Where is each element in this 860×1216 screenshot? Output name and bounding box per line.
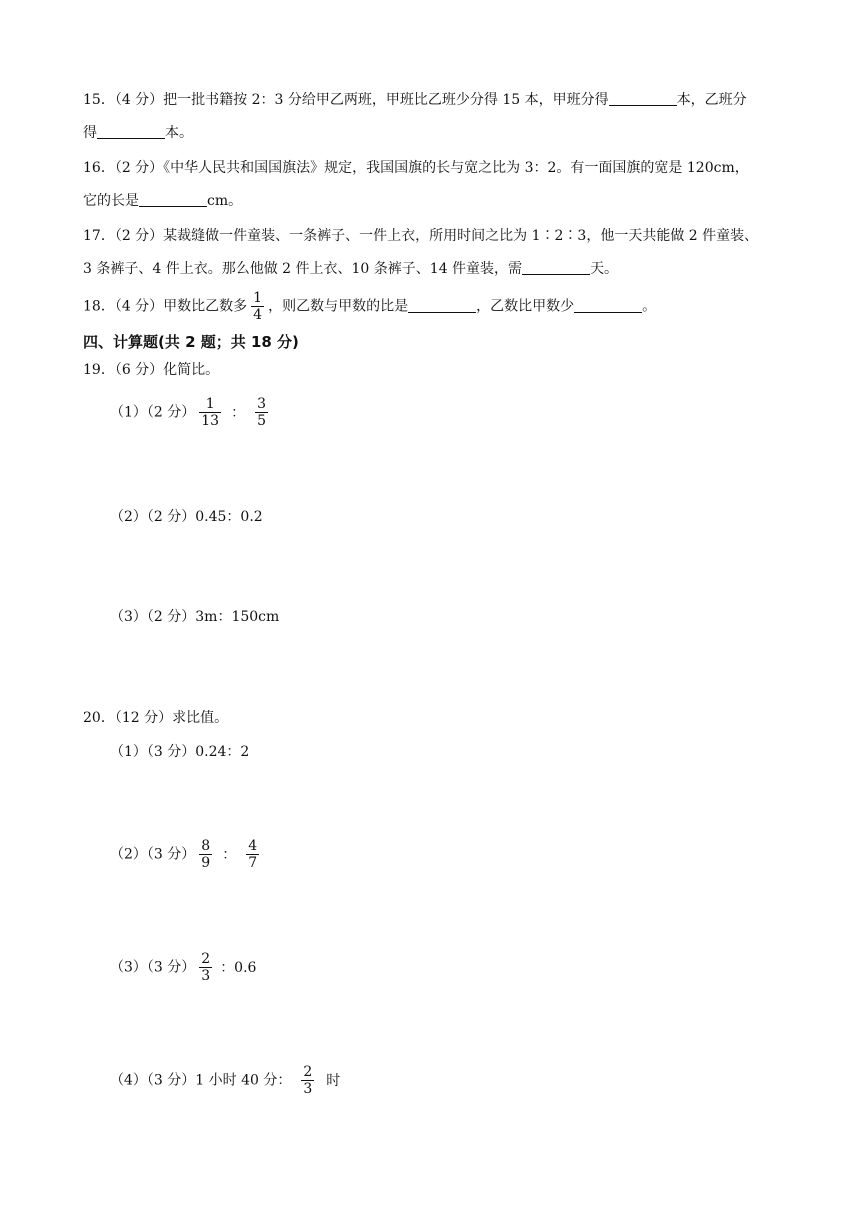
q16-line2 <box>83 191 242 211</box>
q18-blank-2[interactable] <box>574 298 642 313</box>
q20-p3-a-num: 2 <box>201 951 211 967</box>
q16-line1 <box>83 158 749 178</box>
q20-part3 <box>110 951 256 984</box>
q20-p3-frac <box>199 951 212 984</box>
q15-line2 <box>83 123 193 143</box>
q20-p4-rest: 时 <box>326 1072 341 1089</box>
q20-p2-label: （2）（3 分） <box>110 846 196 863</box>
q15-blank-1[interactable] <box>609 91 677 106</box>
q19-p1-a-num: 1 <box>199 396 221 413</box>
q19-p1-label: （1）（2 分） <box>110 404 196 421</box>
q20-part1: （1）（3 分）0.24：2 <box>110 744 250 760</box>
q19-part2: （2）（2 分）0.45：0.2 <box>110 509 263 525</box>
q16-text-a: 16．（2 分）《中华人民共和国国旗法》规定，我国国旗的长与宽之比为 3：2。有一面国旗的宽是 120cm， <box>83 160 749 176</box>
q20-p4-a-den: 3 <box>303 1081 313 1097</box>
q16-blank[interactable] <box>139 192 207 207</box>
q20-p3-a-den: 3 <box>201 968 211 984</box>
q17-text-b: 3 条裤子、4 件上衣。那么他做 2 件上衣、10 条裤子、14 件童装，需 <box>83 261 523 277</box>
q19-part3: （3）（2 分）3m：150cm <box>110 609 280 625</box>
q20-p4-frac <box>301 1064 314 1097</box>
q17-line2 <box>83 259 618 279</box>
q18-mid2: ，乙数比甲数少 <box>476 298 575 315</box>
q16-text-c: cm。 <box>207 193 243 209</box>
q17-text-c: 天。 <box>590 261 619 277</box>
q20-p2-frac-a <box>199 838 212 871</box>
q19-p1-a-den: 13 <box>201 413 220 429</box>
q19-p1-frac-a <box>199 396 221 429</box>
section-heading: 四、计算题(共 2 题；共 18 分) <box>83 333 299 351</box>
q20-p4-a-num: 2 <box>303 1064 313 1080</box>
q15-text-d: 本。 <box>165 125 193 141</box>
q15-text-c: 得 <box>83 125 97 141</box>
q18-line <box>83 290 656 323</box>
q15-text-b: 本，乙班分 <box>676 92 747 108</box>
q19-part1 <box>110 396 272 429</box>
q19-p1-frac-b <box>255 396 268 429</box>
q17-text-a: 17．（2 分）某裁缝做一件童装、一条裤子、一件上衣，所用时间之比为 1∶2∶3，他一天共能做 2 件童装、 <box>83 228 759 244</box>
q17-line1 <box>83 226 758 246</box>
q20-title: 20．（12 分）求比值。 <box>83 710 229 726</box>
q19-title: 19．（6 分）化简比。 <box>83 362 220 378</box>
q18-frac-den: 4 <box>253 307 263 323</box>
q18-fraction <box>251 290 264 323</box>
q15-text-a: 15．（4 分）把一批书籍按 2：3 分给甲乙两班，甲班比乙班少分得 15 本，甲班分得 <box>83 92 609 108</box>
q18-frac-num: 1 <box>253 290 263 306</box>
q20-p2-sep: ： <box>222 846 237 863</box>
q20-p4-label: （4）（3 分）1 小时 40 分： <box>110 1072 292 1089</box>
q20-p2-frac-b <box>246 838 259 871</box>
q20-p2-b-num: 4 <box>248 838 258 854</box>
q20-p2-b-den: 7 <box>248 855 258 871</box>
q18-end: 。 <box>642 298 657 315</box>
q18-mid: ，则乙数与甲数的比是 <box>268 298 409 315</box>
q20-p2-a-den: 9 <box>201 855 211 871</box>
q15-line1 <box>83 90 747 110</box>
q18-blank-1[interactable] <box>408 298 476 313</box>
q20-part2 <box>110 838 263 871</box>
q20-p3-label: （3）（3 分） <box>110 959 196 976</box>
q19-p1-b-num: 3 <box>257 396 267 412</box>
q19-p1-sep: ： <box>231 404 246 421</box>
q15-blank-2[interactable] <box>97 124 165 139</box>
q20-p2-a-num: 8 <box>201 838 211 854</box>
q18-prefix: 18．（4 分）甲数比乙数多 <box>83 298 248 315</box>
q19-p1-b-den: 5 <box>257 413 267 429</box>
q20-p3-rest: ：0.6 <box>220 959 257 976</box>
q20-part4 <box>110 1064 340 1097</box>
q16-text-b: 它的长是 <box>83 193 139 209</box>
q17-blank[interactable] <box>522 260 590 275</box>
